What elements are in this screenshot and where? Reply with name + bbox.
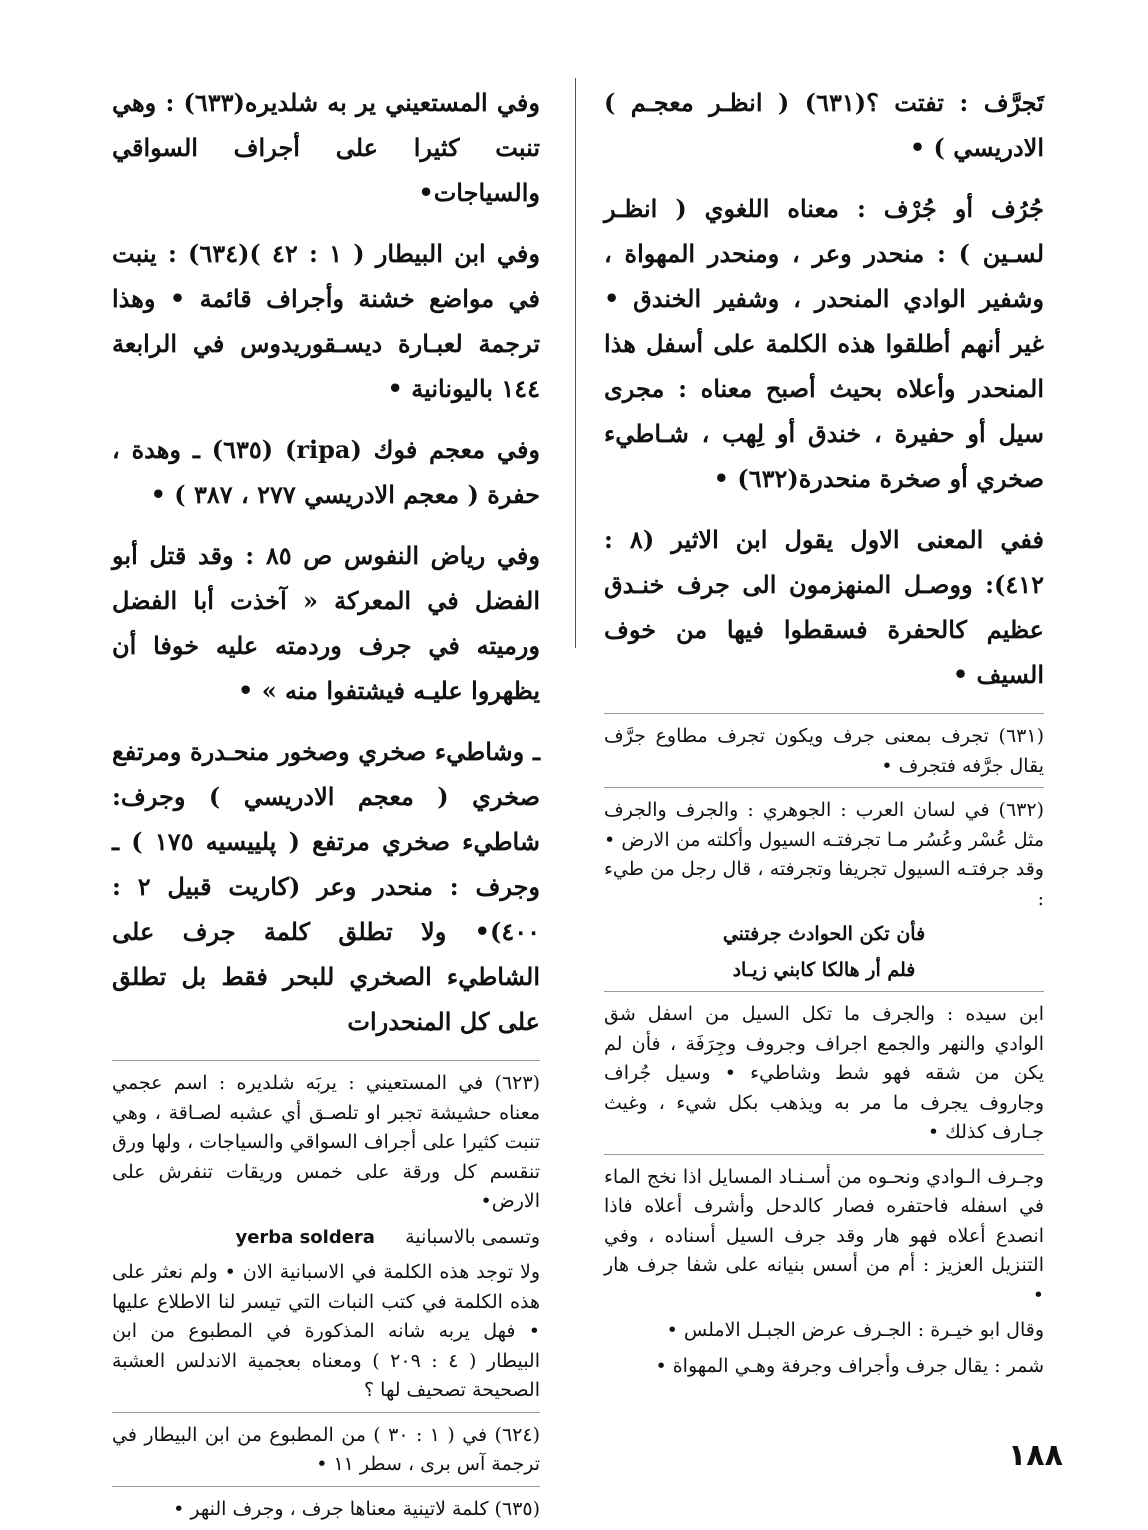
spanish-term: yerba soldera xyxy=(235,1226,375,1248)
footnote-separator xyxy=(112,1412,540,1413)
entry-mustaini: وفي المستعيني ير به شلديره(٦٣٣) : وهي تنبت كثيرا على أجراف السواقي والسياجات• xyxy=(112,88,540,207)
footnote-623-spanish xyxy=(112,1223,540,1253)
footnote-separator xyxy=(112,1486,540,1487)
spanish-label: وتسمى بالاسبانية xyxy=(405,1225,540,1248)
entry-fock-dictionary: وفي معجم فوك (ripa) (٦٣٥) ـ وهدة ، حفرة ( معجم الادريسي ٢٧٧ ، ٣٨٧ ) • xyxy=(112,435,541,509)
entry-juruf-meaning: جُرُف أو جُرْف : معناه اللغوي ( انظـر لسـين ) : منحدر وعر ، ومنحدر المهواة ، وشفير الوادي المنحدر ، وشفير الخندق • غير أنهم أطلقوا هذه الكلمة على أسفل هذا المنحدر وأعلاه بحيث أصبح معناه : مجرى سيل أو حفيرة ، خندق أو لِهب ، شـاطيء صخري أو صخرة منحدرة(٦٣٢) • xyxy=(604,194,1044,493)
footnote-632: (٦٣٢) في لسان العرب : الجوهري : والجرف والجرف مثل عُسْر وعُسُر مـا تجرفتـه السيول وأكلته من الارض • وقد جرفتـه السيول تجريفا وتجرفته ، قال رجل من طيء : xyxy=(604,799,1044,910)
footnote-624: (٦٢٤) في ( ١ : ٣٠ ) من المطبوع من ابن البيطار في ترجمة آس برى ، سطر ١١ • xyxy=(112,1423,540,1475)
verse-line-1: فأن تكن الحوادث جرفتني xyxy=(722,923,926,945)
footnote-631: (٦٣١) تجرف بمعنى جرف ويكون تجرف مطاوع جرَّف يقال جرَّفه فتجرف • xyxy=(604,725,1044,777)
entry-ibn-baytar: وفي ابن البيطار ( ١ : ٤٢ )(٦٣٤) : ينبت في مواضع خشنة وأجراف قائمة • وهذا ترجمة لعبـارة ديسـقوريدوس في الرابعة ١٤٤ باليونانية • xyxy=(112,239,540,403)
right-column xyxy=(604,80,1044,1387)
entry-rocky-shore: ـ وشاطيء صخري وصخور منحـدرة ومرتفع صخري ( معجم الادريسي ) وجرف: شاطيء صخري مرتفع ( پلييسيه ١٧٥ ) ـ وجرف : منحدر وعر (كاريت قبيل ٢ : ٤٠٠)• ولا تطلق كلمة جرف على الشاطيء الصخري للبحر فقط بل تطلق على كل المنحدرات xyxy=(112,737,541,1036)
footnote-623-continued: ولا توجد هذه الكلمة في الاسبانية الان • ولم نعثر على هذه الكلمة في كتب النبات التي تيسر لنا الاطلاع عليها • فهل يربه شانه المذكورة في المطبوع من ابن البيطار ( ٤ : ٢٠٩ ) ومعناه بعجمية الاندلس العشبة الصحيحة تصحيف لها ؟ xyxy=(112,1261,540,1401)
column-divider xyxy=(575,78,576,648)
page-number: ١٨٨ xyxy=(1008,1438,1063,1473)
footnote-623: (٦٢٣) في المستعيني : يربَه شلديره : اسم عجمي معناه حشيشة تجبر او تلصـق أي عشبه لصـاقة ، وهي تنبت كثيرا على أجراف السواقي والسياجات ، ولها ورق تنقسم كل ورقة على خمس وريقات تنفرش على الارض• xyxy=(112,1072,540,1212)
footnote-separator xyxy=(604,1154,1044,1155)
footnote-635: (٦٣٥) كلمة لاتينية معناها جرف ، وجرف النهر • xyxy=(173,1497,540,1520)
footnote-shamir: شمر : يقال جرف وأجراف وجرفة وهـي المهواة • xyxy=(655,1354,1044,1377)
entry-ibn-athir-quote: ففي المعنى الاول يقول ابن الاثير (٨ : ٤١٢): ووصـل المنهزمون الى جرف خنـدق عظيم كالحفرة فسقطوا فيها من خوف السيف • xyxy=(604,525,1044,689)
left-column xyxy=(112,80,540,1530)
footnote-jarf-wadi: وجـرف الـوادي ونحـوه من أسـنـاد المسايل اذا نخج الماء في اسفله فاحتفره فصار كالدحل وأشرف أعلاه فاذا انصدع أعلاه فهو هار وقد جرف السيل أسناده ، وفي التنزيل العزيز : أم من أسس بنيانه على شفا جرف هار • xyxy=(604,1165,1044,1306)
footnote-abu-khaira: وقال ابو خيـرة : الجـرف عرض الجبـل الاملس • xyxy=(666,1319,1044,1341)
footnote-separator xyxy=(604,713,1044,714)
footnote-ibn-sidah: ابن سيده : والجرف ما تكل السيل من اسفل شق الوادي والنهر والجمع اجراف وجروف وجِرَفَة ، فأن لم يكن من شقه فهو شط وشاطيء • وسيل جُراف وجاروف يجرف ما مر به ويذهب بكل شيء ، وغيث جـارف كذلك • xyxy=(604,1003,1045,1143)
footnote-separator xyxy=(604,787,1044,788)
verse-line-2: فلم أر هالكا كابني زيـاد xyxy=(732,958,916,981)
footnote-separator xyxy=(112,1060,540,1061)
entry-riyad-nufus: وفي رياض النفوس ص ٨٥ : وقد قتل أبو الفضل في المعركة « آخذت أبا الفضل ورميته في جرف وردمته عليه خوفا أن يظهروا عليـه فيشتفوا منه » • xyxy=(112,541,540,705)
footnote-separator xyxy=(604,991,1044,992)
entry-tajarraf: تَجرَّف : تفتت ؟(٦٣١) ( انظـر معجـم ) الادريسي ) • xyxy=(604,88,1044,162)
